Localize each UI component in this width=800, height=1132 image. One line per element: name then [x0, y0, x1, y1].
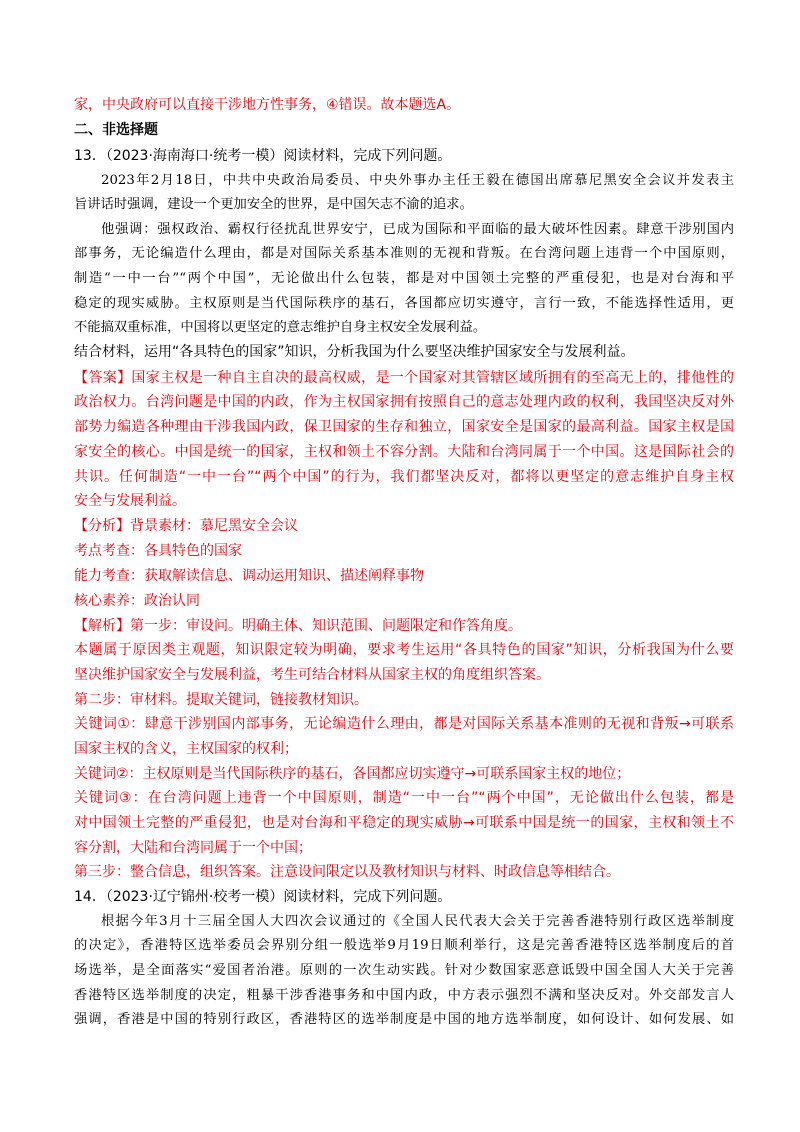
text-line: 共识。任何制造“一中一台”“两个中国”的行为，我们都坚决反对，都将以更坚定的意志维护自身主权	[74, 469, 734, 485]
text-line: 旨讲话时强调，建设一个更加安全的世界，是中国矢志不渝的追求。	[74, 197, 473, 212]
text-line: 关键词②：主权原则是当代国际秩序的基石，各国都应切实遵守→可联系国家主权的地位；	[74, 766, 631, 782]
text-line: 部势力编造各种理由干涉我国内政，保卫国家的生存和独立，国家安全是国家的最高利益。国家主权是国	[74, 419, 734, 435]
text-line: 考点考查：各具特色的国家	[74, 543, 242, 559]
text-line: 【答案】国家主权是一种自主自决的最高权威，是一个国家对其管辖区域所拥有的至高无上的，排他性的	[74, 370, 734, 386]
text-line: 【解析】第一步：审设问。明确主体、知识范围、问题限定和作答角度。	[74, 618, 522, 634]
text-line: 家，中央政府可以直接干涉地方性事务，④错误。故本题选A。	[74, 97, 461, 113]
text-line: 核心素养：政治认同	[74, 593, 200, 609]
text-line: 容分割，大陆和台湾同属于一个中国；	[74, 840, 312, 856]
text-line: 13．（2023·海南海口·统考一模）阅读材料，完成下列问题。	[74, 148, 452, 164]
text-line: 坚决维护国家安全与发展利益，考生可结合材料从国家主权的角度组织答案。	[74, 667, 550, 683]
text-line: 本题属于原因类主观题，知识限定较为明确，要求考生运用“各具特色的国家”知识，分析我国为什么要	[74, 642, 734, 658]
text-line: 2023年2月18日，中共中央政治局委员、中央外事办主任王毅在德国出席慕尼黑安全会议并发表主	[101, 173, 734, 188]
text-line: 【分析】背景素材：慕尼黑安全会议	[74, 518, 298, 534]
text-line: 第三步：整合信息，组织答案。注意设问限定以及教材知识与材料、时政信息等相结合。	[74, 864, 620, 880]
text-line: 根据今年3月十三届全国人大四次会议通过的《全国人民代表大会关于完善香港特别行政区选举制度	[101, 914, 734, 929]
text-line: 关键词①：肆意干涉别国内部事务，无论编造什么理由，都是对国际关系基本准则的无视和背叛→可联系	[74, 716, 734, 732]
text-line: 的决定》，香港特区选举委员会界别分组一般选举9月19日顺利举行，这是完善香港特区选举制度后的首	[74, 938, 734, 953]
text-line: 制造“一中一台”“两个中国”，无论做出什么包装，都是对中国领土完整的严重侵犯，也是对台海和平	[74, 271, 734, 286]
text-line: 强调，香港是中国的特别行政区，香港特区的选举制度是中国的地方选举制度，如何设计、如何发展、如	[74, 1012, 734, 1027]
text-line: 政治权力。台湾问题是中国的内政，作为主权国家拥有按照自己的意志处理内政的权利，我国坚决反对外	[74, 394, 734, 410]
text-line: 他强调：强权政治、霸权行径扰乱世界安宁，已成为国际和平面临的最大破坏性因素。肆意干涉别国内	[101, 222, 734, 237]
text-line: 场选举，是全面落实“爱国者治港。原则的一次生动实践。针对少数国家恶意诋毁中国全国人大关于完善	[74, 963, 734, 978]
text-line: 香港特区选举制度的决定，粗暴干涉香港事务和中国内政，中方表示强烈不满和坚决反对。外交部发言人	[74, 988, 734, 1003]
text-line: 国家主权的含义，主权国家的权利；	[74, 741, 298, 757]
text-line: 能力考查：获取解读信息、调动运用知识、描述阐释事物	[74, 568, 424, 584]
text-line: 第二步：审材料。提取关键词，链接教材知识。	[74, 692, 368, 708]
text-line: 关键词③：在台湾问题上违背一个中国原则，制造“一中一台”“两个中国”，无论做出什么包装，都是	[74, 790, 734, 806]
text-line: 安全与发展利益。	[74, 493, 186, 509]
text-line: 家安全的核心。中国是统一的国家，主权和领土不容分割。大陆和台湾同属于一个中国。这是国际社会的	[74, 444, 734, 460]
text-line: 部事务，无论编造什么理由，都是对国际关系基本准则的无视和背叛。在台湾问题上违背一个中国原则，	[74, 246, 734, 261]
text-line: 结合材料，运用“各具特色的国家”知识，分析我国为什么要坚决维护国家安全与发展利益。	[74, 344, 635, 360]
text-line: 14．（2023·辽宁锦州·校考一模）阅读材料，完成下列问题。	[74, 889, 452, 905]
text-line: 不能搞双重标准，中国将以更坚定的意志维护自身主权安全发展利益。	[74, 320, 487, 335]
text-line: 二、非选择题	[74, 122, 158, 138]
text-line: 稳定的现实威胁。主权原则是当代国际秩序的基石，各国都应切实遵守，言行一致，不能选择性适用，更	[74, 296, 734, 311]
text-line: 对中国领土完整的严重侵犯，也是对台海和平稳定的现实威胁→可联系中国是统一的国家，主权和领土不	[74, 815, 734, 831]
